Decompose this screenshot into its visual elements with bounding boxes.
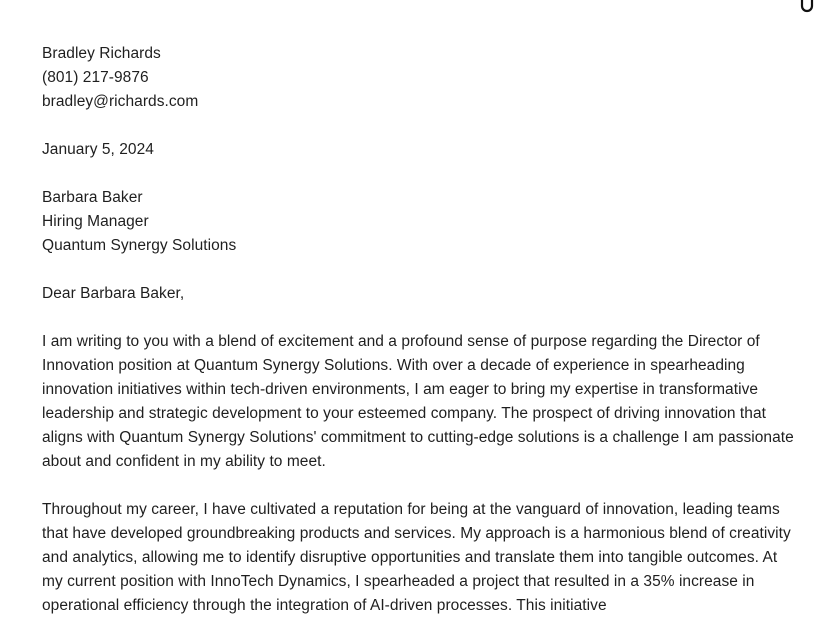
sender-email: bradley@richards.com (42, 93, 199, 110)
spacer (42, 114, 802, 138)
sender-name: Bradley Richards (42, 45, 161, 62)
rounded-bracket-icon (800, 0, 814, 14)
sender-phone: (801) 217-9876 (42, 69, 149, 86)
salutation: Dear Barbara Baker, (42, 285, 185, 302)
recipient-name: Barbara Baker (42, 189, 143, 206)
spacer (42, 162, 802, 186)
recipient-company: Quantum Synergy Solutions (42, 237, 237, 254)
letter-date: January 5, 2024 (42, 141, 154, 158)
body-paragraph-1: I am writing to you with a blend of excitement and a profound sense of purpose regarding the Director of Innovation position at Quantum Synergy Solutions. With over a decade of experience in spearheading innovation initiatives within tech-driven environments, I am eager to bring my expertise in transformative leadership and strategic development to your esteemed company. The prospect of driving innovation that aligns with Quantum Synergy Solutions' commitment to cutting-edge solutions is a challenge I am passionate about and confident in my ability to meet. (42, 333, 794, 470)
body-paragraph-2: Throughout my career, I have cultivated a reputation for being at the vanguard of innovation, leading teams that have developed groundbreaking products and services. My approach is a harmonious blend of creativity and analytics, allowing me to identify disruptive opportunities and translate them into tangible outcomes. At my current position with InnoTech Dynamics, I spearheaded a project that resulted in a 35% increase in operational efficiency through the integration of AI-driven processes. This initiative (42, 501, 791, 614)
recipient-title: Hiring Manager (42, 213, 149, 230)
spacer (42, 474, 802, 498)
spacer (42, 306, 802, 330)
cover-letter (42, 42, 802, 618)
spacer (42, 258, 802, 282)
